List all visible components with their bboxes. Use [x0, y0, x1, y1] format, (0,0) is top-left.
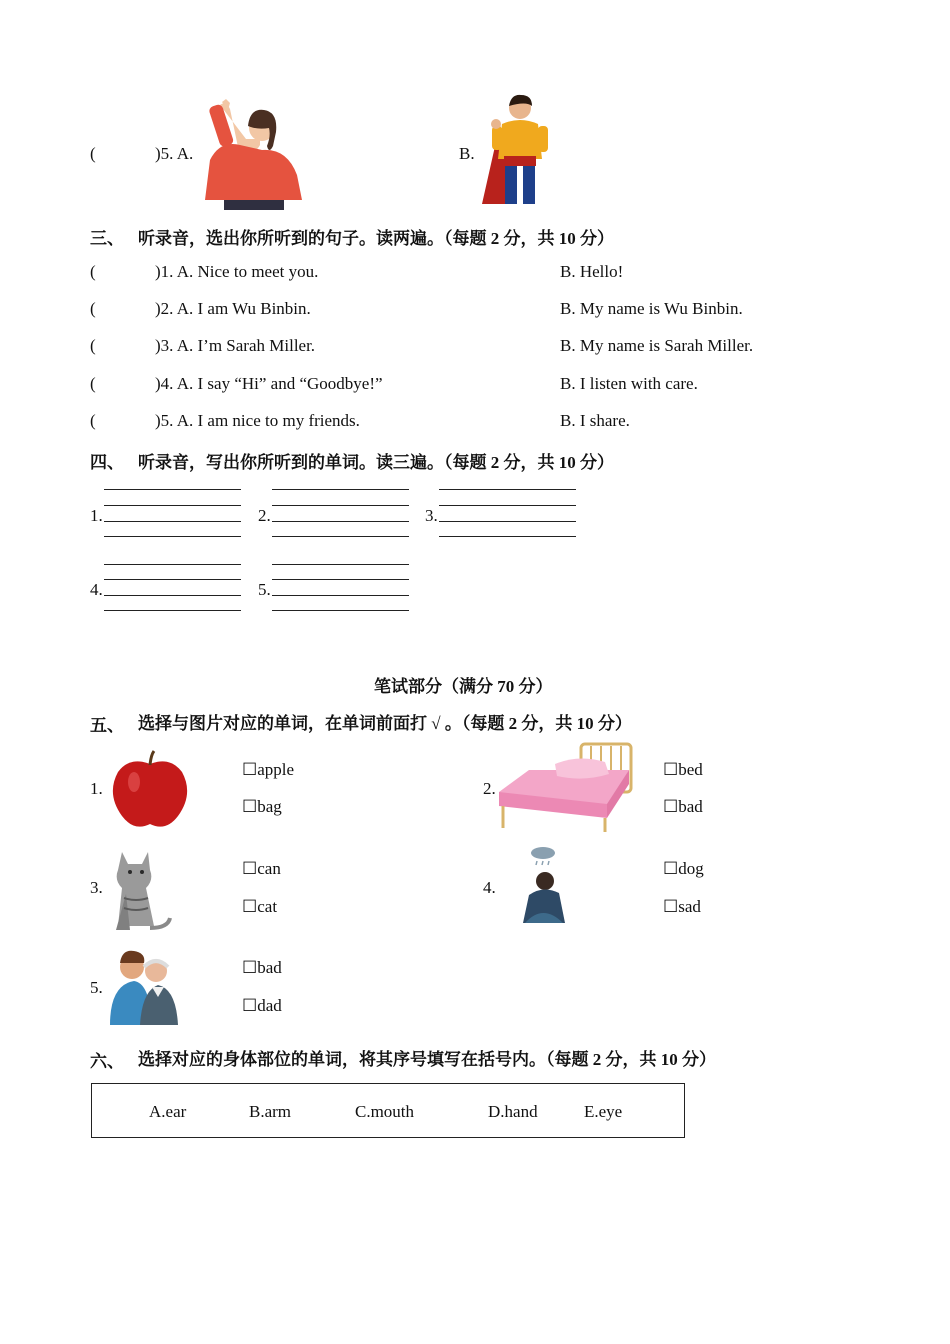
blank-label-4: 4. — [90, 580, 103, 599]
blank-label-2: 2. — [258, 506, 271, 525]
section-6-number: 六、 — [90, 1052, 124, 1071]
blank-label-1: 1. — [90, 506, 103, 525]
word-bank-option-c: C.mouth — [355, 1102, 415, 1121]
s5-item-4-option-dog[interactable]: ☐dog — [663, 859, 704, 878]
s3-q3-option-a: )3. A. I’m Sarah Miller. — [155, 336, 316, 355]
writing-line[interactable] — [272, 579, 409, 580]
q5-top-option-b: B. — [459, 144, 475, 163]
s3-q1-option-b: B. Hello! — [560, 262, 624, 281]
cat-image — [110, 848, 172, 932]
s5-item-3-option-can[interactable]: ☐can — [242, 859, 281, 878]
word-bank-option-a: A.ear — [149, 1102, 187, 1121]
bed-image — [497, 742, 632, 834]
section-5-number: 五、 — [90, 716, 124, 735]
s3-q4-option-b: B. I listen with care. — [560, 374, 698, 393]
sad-boy-image — [515, 843, 571, 927]
s5-item-1-option-bag[interactable]: ☐bag — [242, 797, 282, 816]
writing-line[interactable] — [104, 536, 241, 537]
writing-line[interactable] — [272, 536, 409, 537]
writing-line[interactable] — [272, 595, 409, 596]
s3-q3-option-b: B. My name is Sarah Miller. — [560, 336, 754, 355]
s5-item-1-number: 1. — [90, 779, 103, 798]
blank-label-3: 3. — [425, 506, 438, 525]
word-bank-option-d: D.hand — [488, 1102, 538, 1121]
apple-image — [110, 750, 190, 830]
section-6-title: 选择对应的身体部位的单词，将其序号填写在括号内。（每题 2 分，共 10 分） — [138, 1050, 716, 1069]
section-5-title: 选择与图片对应的单词，在单词前面打 √ 。（每题 2 分，共 10 分） — [138, 714, 632, 733]
s5-item-2-option-bad[interactable]: ☐bad — [663, 797, 703, 816]
section-4-title: 听录音，写出你所听到的单词。读三遍。（每题 2 分，共 10 分） — [138, 453, 614, 472]
writing-line[interactable] — [104, 595, 241, 596]
written-part-title: 笔试部分（满分 70 分） — [374, 677, 553, 696]
s5-item-5-option-bad[interactable]: ☐bad — [242, 958, 282, 977]
word-bank-option-b: B.arm — [249, 1102, 292, 1121]
writing-line[interactable] — [272, 489, 409, 490]
s3-q1-option-a: )1. A. Nice to meet you. — [155, 262, 319, 281]
s5-item-2-number: 2. — [483, 779, 496, 798]
writing-line[interactable] — [272, 564, 409, 565]
word-bank-option-e: E.eye — [584, 1102, 623, 1121]
paren: ( — [90, 374, 96, 393]
writing-line[interactable] — [104, 564, 241, 565]
blank-label-5: 5. — [258, 580, 271, 599]
writing-line[interactable] — [104, 505, 241, 506]
s3-q4-option-a: )4. A. I say “Hi” and “Goodbye!” — [155, 374, 383, 393]
paren: ( — [90, 299, 96, 318]
section-3-number: 三、 — [90, 229, 124, 248]
q5-top-option-a: )5. A. — [155, 144, 194, 163]
s5-item-5-option-dad[interactable]: ☐dad — [242, 996, 282, 1015]
writing-line[interactable] — [439, 505, 576, 506]
writing-line[interactable] — [439, 489, 576, 490]
s3-q2-option-b: B. My name is Wu Binbin. — [560, 299, 743, 318]
s5-item-2-option-bed[interactable]: ☐bed — [663, 760, 703, 779]
writing-line[interactable] — [439, 536, 576, 537]
section-3-title: 听录音，选出你所听到的句子。读两遍。（每题 2 分，共 10 分） — [138, 229, 614, 248]
father-son-image — [106, 947, 180, 1027]
s5-item-1-option-apple[interactable]: ☐apple — [242, 760, 295, 779]
paren: ( — [90, 336, 96, 355]
writing-line[interactable] — [104, 489, 241, 490]
writing-line[interactable] — [439, 521, 576, 522]
writing-line[interactable] — [104, 521, 241, 522]
section-4-number: 四、 — [90, 453, 124, 472]
s3-q5-option-b: B. I share. — [560, 411, 630, 430]
s3-q2-option-a: )2. A. I am Wu Binbin. — [155, 299, 311, 318]
paren: ( — [90, 411, 96, 430]
s3-q5-option-a: )5. A. I am nice to my friends. — [155, 411, 360, 430]
writing-line[interactable] — [272, 505, 409, 506]
s5-item-3-option-cat[interactable]: ☐cat — [242, 897, 278, 916]
waving-woman-image — [200, 100, 310, 210]
writing-line[interactable] — [272, 610, 409, 611]
writing-line[interactable] — [104, 579, 241, 580]
superhero-image — [480, 94, 560, 209]
s5-item-4-option-sad[interactable]: ☐sad — [663, 897, 701, 916]
paren: ( — [90, 262, 96, 281]
writing-line[interactable] — [104, 610, 241, 611]
s5-item-5-number: 5. — [90, 978, 103, 997]
s5-item-3-number: 3. — [90, 878, 103, 897]
s5-item-4-number: 4. — [483, 878, 496, 897]
writing-line[interactable] — [272, 521, 409, 522]
paren-q5-top: ( — [90, 144, 96, 163]
